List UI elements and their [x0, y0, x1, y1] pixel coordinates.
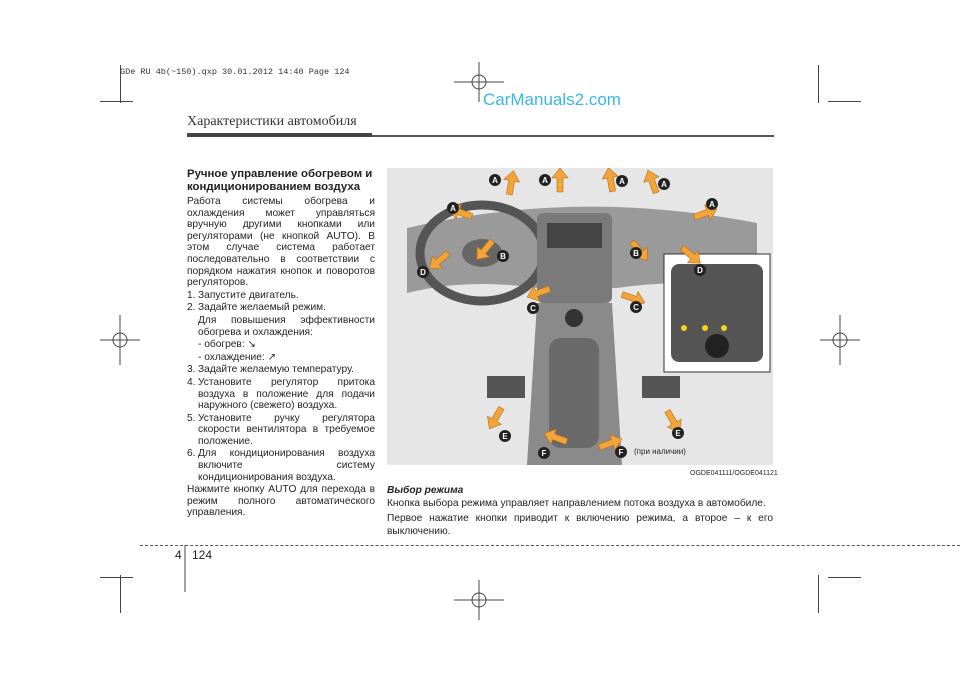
right-column: [387, 484, 773, 540]
step-number: 6.: [187, 448, 196, 460]
outro-text: Нажмите кнопку AUTO для перехода в режим полного автоматического управления.: [187, 484, 375, 519]
figure-code: OGDE041111/OGDE041121: [690, 470, 778, 477]
svg-text:F: F: [541, 449, 547, 458]
optional-caption: (при наличии): [634, 447, 686, 456]
vent-label-b: [497, 250, 509, 262]
step: [187, 290, 375, 302]
svg-text:A: A: [619, 177, 625, 186]
heat-label: - обогрев:: [198, 339, 245, 351]
vent-label-e: [672, 427, 684, 439]
svg-text:A: A: [450, 204, 456, 213]
header-rule: [372, 135, 774, 137]
svg-text:B: B: [500, 252, 506, 261]
svg-text:D: D: [420, 268, 426, 277]
svg-text:B: B: [633, 249, 639, 258]
face-mode-icon: ↗: [267, 351, 277, 363]
svg-text:E: E: [502, 432, 508, 441]
step: [187, 302, 375, 314]
svg-text:F: F: [618, 448, 624, 457]
chapter-number: 4: [175, 548, 182, 562]
step: [187, 377, 375, 412]
vent-label-a: [658, 178, 670, 190]
vent-label-a: [616, 175, 628, 187]
step-text: Задайте желаемую температуру.: [198, 364, 354, 376]
step-text: Задайте желаемый режим.: [198, 302, 326, 314]
section-title: Характеристики автомобиля: [187, 114, 357, 129]
step: [187, 413, 375, 448]
svg-text:A: A: [542, 176, 548, 185]
step-number: 5.: [187, 412, 196, 424]
airflow-arrow: [552, 168, 568, 192]
header-rule: [187, 133, 372, 137]
watermark[interactable]: CarManuals2.com: [483, 90, 621, 109]
footer-rule: [140, 545, 960, 546]
step-number: 1.: [187, 289, 196, 301]
vent-label-d: [417, 266, 429, 278]
vent-label-b: [630, 247, 642, 259]
svg-text:A: A: [661, 180, 667, 189]
page-number: 124: [192, 548, 213, 562]
step: [187, 448, 375, 483]
heat-mode-line: [187, 339, 375, 351]
vent-label-a: [447, 202, 459, 214]
vent-label-f: [538, 447, 550, 459]
vent-label-e: [499, 430, 511, 442]
vent-label-f: [615, 446, 627, 458]
step-text: Для кондиционирования воздуха включите систему кондиционирования воздуха.: [198, 448, 375, 483]
step-text: Установите ручку регулятора скорости вентилятора в требуемое положение.: [198, 412, 375, 447]
left-column: [187, 168, 375, 519]
vent-label-a: [489, 174, 501, 186]
step-text: Запустите двигатель.: [198, 289, 299, 301]
subheading: Выбор режима: [387, 485, 464, 496]
cool-mode-line: [187, 352, 375, 364]
step-number: 2.: [187, 302, 196, 314]
svg-text:E: E: [675, 429, 681, 438]
paragraph: Кнопка выбора режима управляет направлением потока воздуха в автомобиле.: [387, 498, 766, 509]
step-number: 3.: [187, 364, 196, 376]
svg-text:C: C: [633, 303, 639, 312]
airflow-arrow: [501, 169, 521, 195]
airflow-arrow: [482, 404, 508, 433]
vent-label-a: [706, 198, 718, 210]
vent-label-d: [694, 264, 706, 276]
sub-text: Для повышения эффективности обогрева и охлаждения:: [198, 314, 375, 338]
svg-text:D: D: [697, 266, 703, 275]
vent-label-a: [539, 174, 551, 186]
print-slug: GDe RU 4b(~150).qxp 30.01.2012 14:40 Page 124: [120, 67, 350, 77]
heading: Ручное управление обогревом и кондиционированием воздуха: [187, 168, 373, 193]
intro-text: Работа системы обогрева и охлаждения может управляться вручную другими кнопками или регуляторами (не кнопкой AUTO). В этом случае система работает последовательно в соответствии с порядком нажатия кнопок и поворотов регуляторов.: [187, 196, 375, 289]
step-number: 4.: [187, 376, 196, 388]
dashboard-illustration: [387, 168, 773, 465]
cool-label: - охлаждение:: [198, 351, 265, 363]
floor-mode-icon: ↘: [247, 339, 257, 351]
vent-label-c: [630, 301, 642, 313]
paragraph: Первое нажатие кнопки приводит к включению режима, а второе – к его выключению.: [387, 513, 773, 537]
step-text: Установите регулятор притока воздуха в положение для подачи наружного (свежего) воздуха.: [198, 376, 375, 412]
svg-text:A: A: [709, 200, 715, 209]
svg-text:A: A: [492, 176, 498, 185]
svg-text:C: C: [530, 304, 536, 313]
vent-label-c: [527, 302, 539, 314]
dashboard-drawing: [387, 168, 773, 465]
step: [187, 364, 375, 376]
